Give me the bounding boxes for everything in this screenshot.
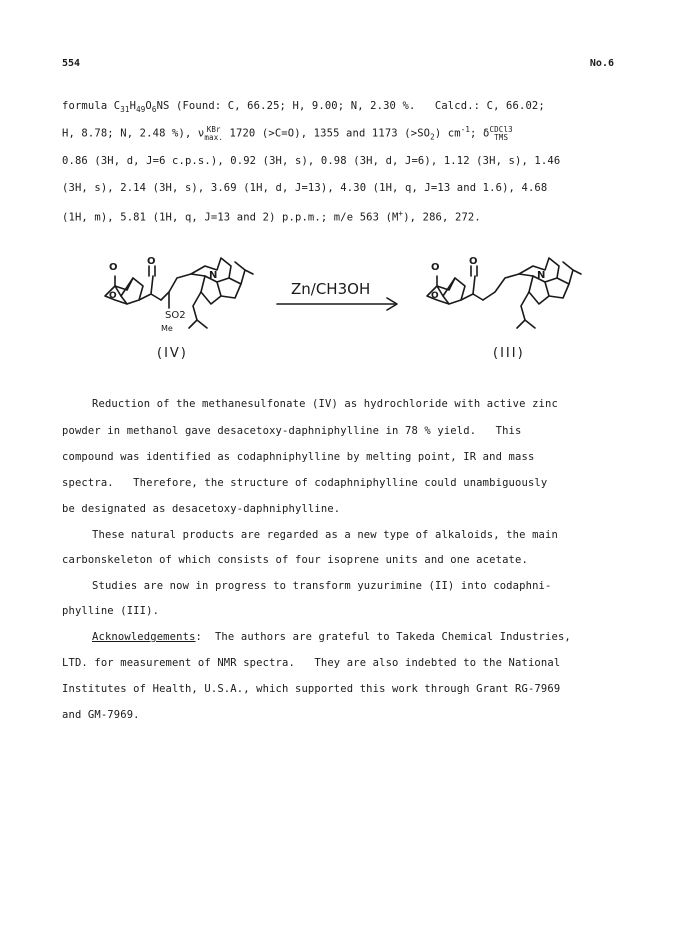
reagent-label: Zn/CH3OH (291, 280, 371, 298)
text-line: formula $C_{31}H_{49}O_6NS$ (Found: C, 66.25; H, 9.00; N, 2.30 %. Calcd.: C, 66.02; (62, 100, 545, 115)
methyl-label: Me (161, 324, 173, 333)
text-line: powder in methanol gave desacetoxy-daphniphylline in 78 % yield. This (62, 425, 522, 437)
structure-iii (427, 258, 581, 328)
text-line: Reduction of the methanesulfonate (IV) as hydrochloride with active zinc (92, 398, 558, 410)
svg-text:N: N (537, 270, 546, 281)
issue-number: No.6 (589, 58, 614, 69)
text-line: LTD. for measurement of NMR spectra. They are also indebted to the National (62, 657, 561, 669)
svg-text:O: O (469, 256, 478, 267)
text-line: Institutes of Health, U.S.A., which supported this work through Grant RG-7969 (62, 683, 561, 695)
svg-text:N: N (209, 270, 218, 281)
text-line: H, 8.78; N, 2.48 %), ν KBr max. 1720 (>C=O), 1355 and 1173 $(>SO_2)$ $cm^{-1}$; δ CDCl3 TMS (62, 124, 513, 142)
compound-label-iv: (IV) (157, 346, 188, 361)
text-line: Acknowledgements: The authors are grateful to Takeda Chemical Industries, (92, 631, 571, 643)
text-line: (3H, s), 2.14 (3H, s), 3.69 (1H, d, J=13), 4.30 (1H, q, J=13 and 1.6), 4.68 (62, 182, 548, 194)
text-line: carbonskeleton of which consists of four isoprene units and one acetate. (62, 554, 528, 566)
text-line: spectra. Therefore, the structure of codaphniphylline could unambiguously (62, 477, 548, 489)
text-line: Studies are now in progress to transform yuzurimine (II) into codaphni- (92, 580, 552, 592)
text-line: (1H, m), 5.81 (1H, q, J=13 and 2) p.p.m.; m/e 563 (M+), 286, 272. (62, 209, 481, 224)
svg-text:O: O (431, 291, 439, 301)
text-line: These natural products are regarded as a new type of alkaloids, the main (92, 529, 558, 541)
text-line: phylline (III). (62, 605, 160, 617)
svg-text:O: O (147, 256, 156, 267)
acknowledgements-heading: Acknowledgements (92, 631, 196, 643)
text-line: and GM-7969. (62, 709, 140, 721)
so2-label: SO2 (165, 310, 186, 321)
text-line: 0.86 (3H, d, J=6 c.p.s.), 0.92 (3H, s), 0.98 (3H, d, J=6), 1.12 (3H, s), 1.46 (62, 155, 561, 167)
reaction-scheme (95, 248, 615, 368)
page-number: 554 (62, 58, 81, 69)
svg-text:O: O (109, 262, 118, 273)
svg-text:O: O (431, 262, 440, 273)
text-line: be designated as desacetoxy-daphniphylline. (62, 503, 341, 515)
compound-label-iii: (III) (493, 346, 525, 361)
svg-text:O: O (109, 291, 117, 301)
text-line: compound was identified as codaphniphylline by melting point, IR and mass (62, 451, 535, 463)
